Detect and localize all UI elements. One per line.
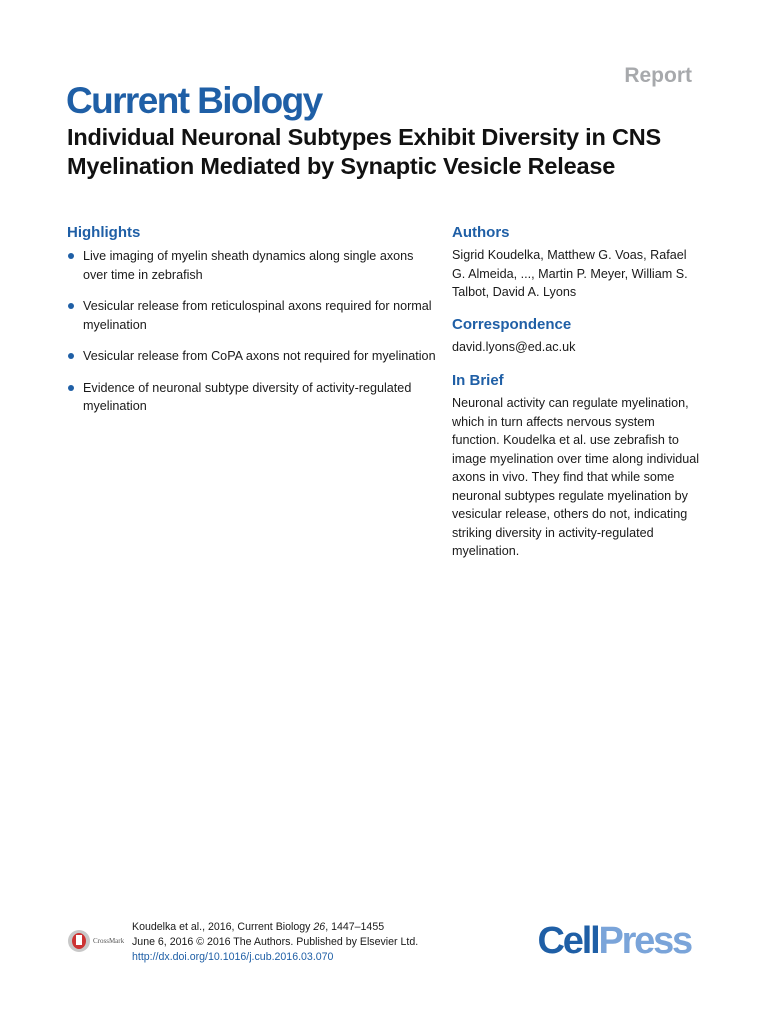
doi-link[interactable]: http://dx.doi.org/10.1016/j.cub.2016.03.070 xyxy=(132,951,334,963)
highlights-heading: Highlights xyxy=(67,224,141,241)
cellpress-logo: CellPress xyxy=(537,920,691,962)
sidebar-info xyxy=(452,224,702,561)
highlight-text: Live imaging of myelin sheath dynamics along single axons over time in zebrafish xyxy=(83,249,414,282)
citation-line: Koudelka et al., 2016, Current Biology 26, 1447–1455 xyxy=(132,921,385,933)
highlight-item xyxy=(67,347,439,366)
copyright-line: June 6, 2016 © 2016 The Authors. Published by Elsevier Ltd. xyxy=(132,936,419,948)
bullet-icon xyxy=(68,253,74,259)
citation-volume: 26 xyxy=(313,921,326,933)
authors-heading: Authors xyxy=(452,224,510,241)
highlight-text: Vesicular release from CoPA axons not required for myelination xyxy=(83,349,436,363)
highlights-list xyxy=(67,247,439,416)
article-title: Individual Neuronal Subtypes Exhibit Diversity in CNS Myelination Mediated by Synaptic Vesicle Release xyxy=(67,124,661,179)
journal-name: Current Biology xyxy=(66,80,322,121)
highlights-section xyxy=(67,224,439,429)
crossmark-badge[interactable] xyxy=(68,930,124,952)
citation-footer xyxy=(132,920,418,965)
highlight-item xyxy=(67,297,439,334)
highlight-item xyxy=(67,379,439,416)
correspondence-email[interactable]: david.lyons@ed.ac.uk xyxy=(452,339,576,354)
highlight-text: Vesicular release from reticulospinal axons required for normal myelination xyxy=(83,299,432,332)
authors-list: Sigrid Koudelka, Matthew G. Voas, Rafael G. Almeida, ..., Martin P. Meyer, William S. Talbot, David A. Lyons xyxy=(452,248,688,299)
highlight-text: Evidence of neuronal subtype diversity of activity-regulated myelination xyxy=(83,380,412,413)
bullet-icon xyxy=(68,385,74,391)
article-type-label: Report xyxy=(624,64,692,87)
in-brief-heading: In Brief xyxy=(452,372,504,389)
crossmark-icon xyxy=(68,930,90,952)
bullet-icon xyxy=(68,303,74,309)
bullet-icon xyxy=(68,353,74,359)
in-brief-text: Neuronal activity can regulate myelination, which in turn affects nervous system function. Koudelka et al. use zebrafish to image myelination over time along individual axons in vivo. They find that while some neuronal subtypes regulate myelination by vesicular release, others do not, indicating striking diversity in activity-regulated myelination. xyxy=(452,396,700,558)
correspondence-heading: Correspondence xyxy=(452,315,572,333)
highlight-item xyxy=(67,247,439,284)
crossmark-label: CrossMark xyxy=(93,937,125,945)
